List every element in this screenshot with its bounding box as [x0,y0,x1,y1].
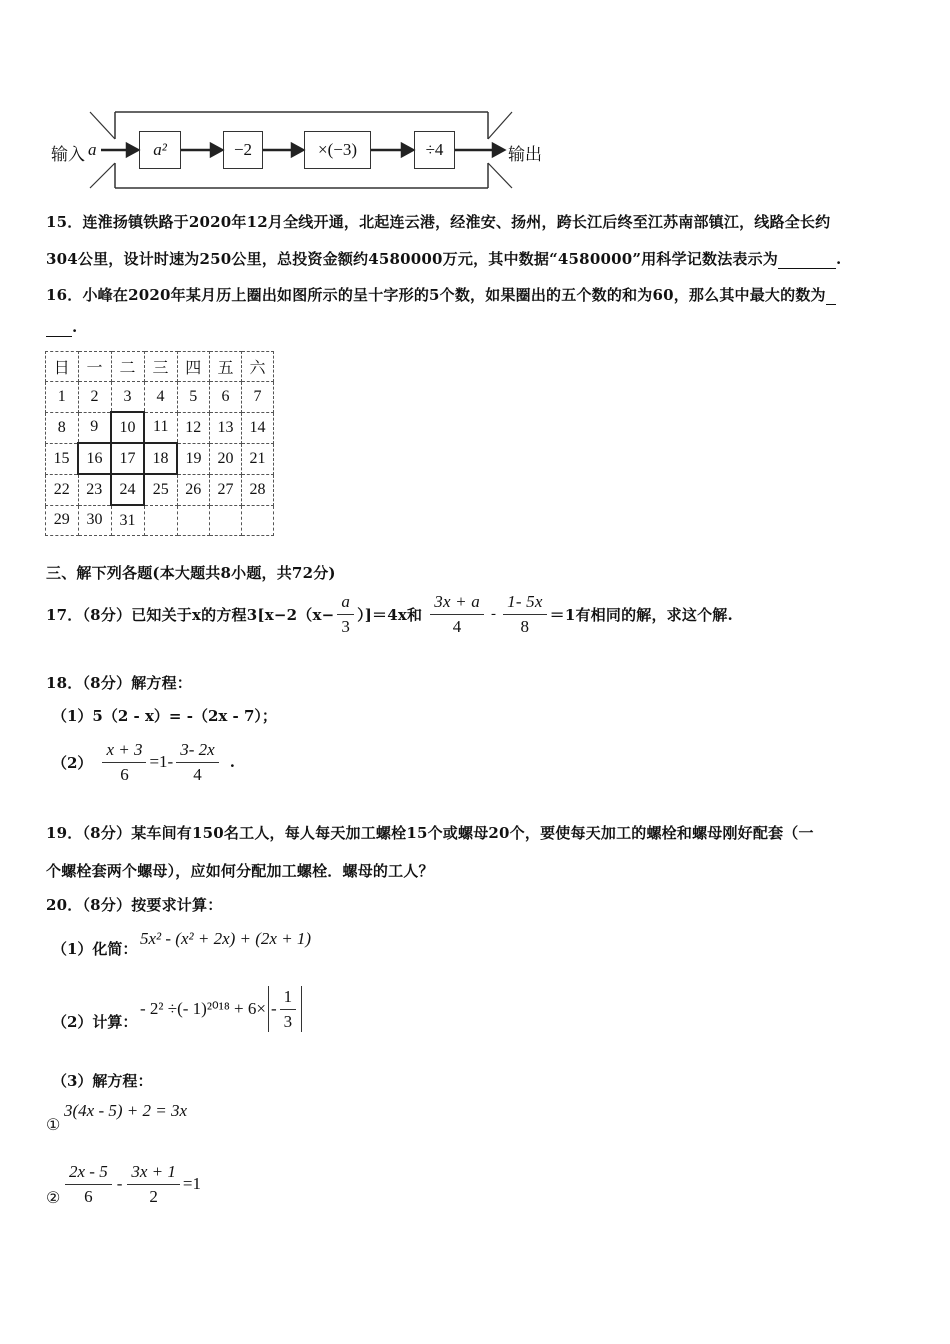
calendar-week-row [46,443,274,474]
q17-fraction-1: $\frac{3x + a}{4}$ [430,592,484,637]
calendar-cell-circled: 17 [111,443,144,474]
step-minus2-box: −2 [223,131,263,169]
calendar-header: 日 [46,352,79,382]
input-variable: a [88,140,97,159]
calendar-header: 三 [144,352,177,382]
calendar-cell: 4 [144,382,177,413]
calendar-cell [144,505,177,536]
calendar-cell: 12 [177,412,210,443]
calendar-cell [210,505,242,536]
calendar-cell [177,505,210,536]
calendar-header: 四 [177,352,210,382]
calendar-cell: 2 [78,382,111,413]
calendar-cell: 26 [177,474,210,505]
step-div4-box: ÷4 [414,131,455,169]
calendar-week-row [46,412,274,443]
calendar-cell: 7 [242,382,274,413]
q19-line1: 19．（8分）某车间有150名工人，每人每天加工螺栓15个或螺母20个，要使每天加工的螺栓和螺母刚好配套（一 [46,824,814,842]
q20-part1-label: （1）化简： [52,940,138,958]
calendar-cell [242,505,274,536]
calendar-header: 二 [111,352,144,382]
q20-title: 20．（8分）按要求计算： [46,896,223,914]
q16-line2: . [46,318,77,337]
calendar-cell: 25 [144,474,177,505]
eq2-fraction-2: $\frac{3x + 1}{2}$ [127,1162,180,1207]
q17: 17．（8分）已知关于x的方程3[x−2（x− $\frac{a}{3}$ ）]＝4x和 $\frac{3x + a}{4}$ - $\frac{1- 5x}{8}$ ＝1有相同的解，求这个解. [46,591,733,636]
calendar-cell: 3 [111,382,144,413]
q20-abs-value: - $\frac{1}{3}$ [268,986,302,1032]
calendar-cell-circled: 10 [111,412,144,443]
q20-part2-label: （2）计算： [52,1013,138,1031]
calendar-week-row [46,505,274,536]
eq1-expression: 3(4x - 5) + 2 = 3x [64,1101,188,1120]
calendar-cell: 15 [46,443,79,474]
calendar-header: 五 [210,352,242,382]
eq2-fraction-1: $\frac{2x - 5}{6}$ [65,1162,112,1207]
q20-part2-expression: - 2² ÷(- 1)²⁰¹⁸ + 6× - $\frac{1}{3}$ [140,985,302,1033]
q16-line1: 16．小峰在2020年某月历上圈出如图所示的呈十字形的5个数，如果圈出的五个数的和为60，那么其中最大的数为 [46,284,836,305]
calendar-cell: 27 [210,474,242,505]
step-times-neg3-box: ×(−3) [304,131,371,169]
q18-fraction-1: $\frac{x + 3}{6}$ [102,740,146,785]
q20-abs-fraction: $\frac{1}{3}$ [280,987,297,1032]
calendar-cell: 30 [78,505,111,536]
q19-line2: 个螺栓套两个螺母），应如何分配加工螺栓．螺母的工人？ [46,862,434,880]
calendar-cell: 21 [242,443,274,474]
calendar-cell: 22 [46,474,79,505]
calendar-cell: 11 [144,412,177,443]
q15-line1: 15．连淮扬镇铁路于2020年12月全线开通，北起连云港，经淮安、扬州，跨长江后终至江苏南部镇江，线路全长约 [46,213,831,231]
q18-part1: （1）5（2 - x）= -（2x - 7）； [52,707,277,725]
q18-part2: （2） $\frac{x + 3}{6}$ =1- $\frac{3- 2x}{4}$ . [52,739,235,784]
calendar-cell: 19 [177,443,210,474]
calendar-cell-circled: 24 [111,474,144,505]
calendar-cell-circled: 16 [78,443,111,474]
calendar-cell: 23 [78,474,111,505]
q18-title: 18．（8分）解方程： [46,674,193,692]
calendar-cell: 29 [46,505,79,536]
step-square-box: a² [139,131,181,169]
calendar-cell: 9 [78,412,111,443]
q17-fraction-a-over-3: $\frac{a}{3}$ [337,592,354,637]
section-3-heading: 三、解下列各题(本大题共8小题，共72分) [46,564,336,582]
calendar-week-row [46,474,274,505]
calendar-cell: 20 [210,443,242,474]
eq1-marker: ① [46,1115,61,1134]
eq2-marker: ② [46,1188,61,1207]
q20-part3-label: （3）解方程： [52,1072,153,1090]
calendar-cell: 13 [210,412,242,443]
q17-fraction-2: $\frac{1- 5x}{8}$ [503,592,546,637]
calendar-cell: 14 [242,412,274,443]
output-label: 输出 [508,145,542,165]
calendar-header: 六 [242,352,274,382]
eq2-expression: $\frac{2x - 5}{6}$ - $\frac{3x + 1}{2}$ =1 [62,1160,201,1208]
q15-line2: 304公里，设计时速为250公里，总投资金额约4580000万元，其中数据“4580000”用科学记数法表示为 . [46,250,842,268]
input-label: 输入 [51,145,85,165]
calendar-cell: 31 [111,505,144,536]
calendar-header: 一 [78,352,111,382]
calendar-cell-circled: 18 [144,443,177,474]
calendar-header-row [46,352,274,382]
calendar-week-row [46,382,274,413]
calendar-cell: 1 [46,382,79,413]
calendar-cell: 6 [210,382,242,413]
calendar-cell: 5 [177,382,210,413]
calendar-grid [45,351,274,536]
flow-diagram-frame [0,0,950,200]
calendar-cell: 8 [46,412,79,443]
calendar-cell: 28 [242,474,274,505]
q20-part1-expression: 5x² - (x² + 2x) + (2x + 1) [140,929,312,948]
q18-fraction-2: $\frac{3- 2x}{4}$ [176,740,218,785]
